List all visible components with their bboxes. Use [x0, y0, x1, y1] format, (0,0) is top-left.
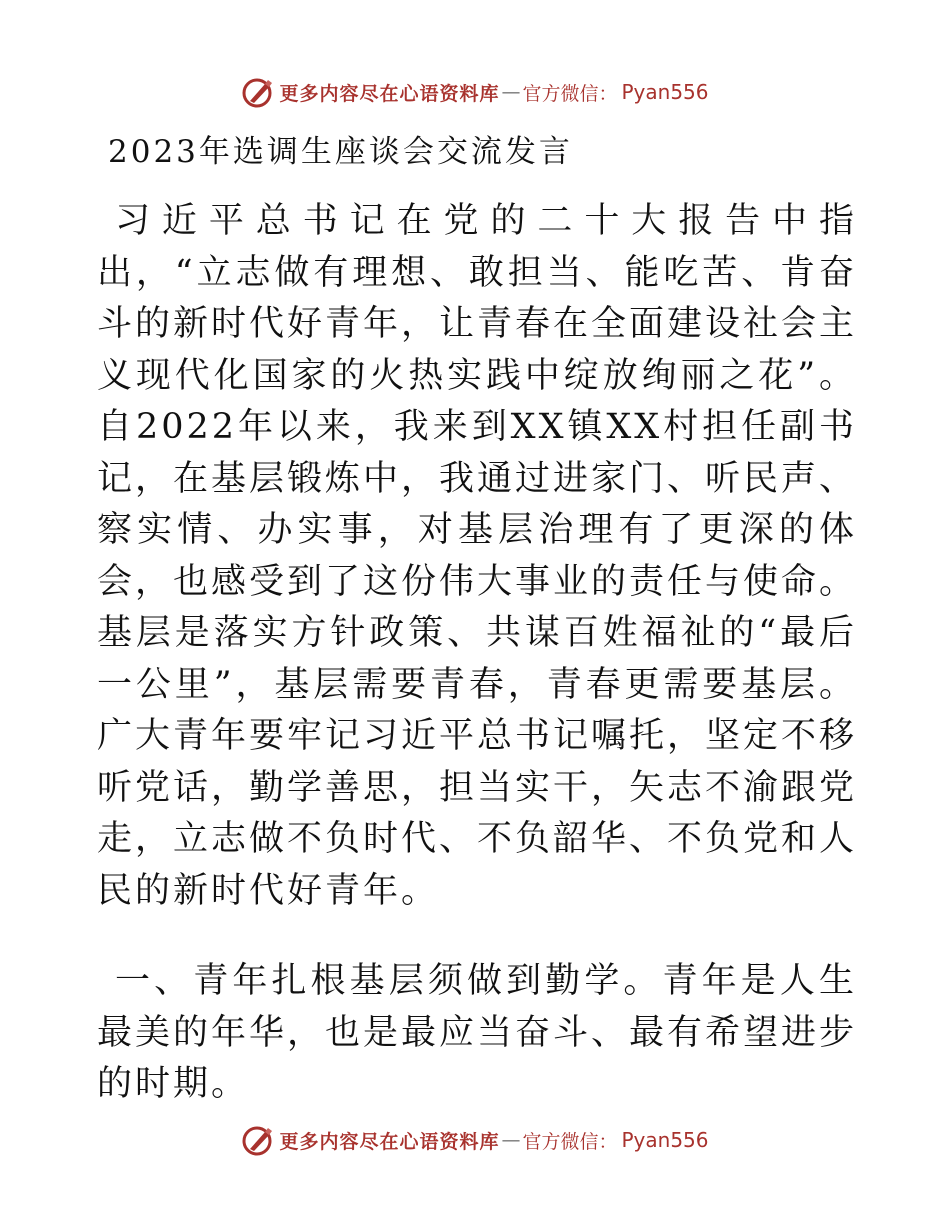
watermark-wechat-label: 官方微信： [522, 1130, 618, 1153]
watermark-wechat-id: Pyan556 [621, 1128, 709, 1152]
watermark-separator: — [501, 1129, 521, 1151]
watermark-site-text: 更多内容尽在心语资料库 [279, 82, 500, 105]
header-watermark [0, 72, 950, 112]
body-paragraph-section-one: 一、青年扎根基层须做到勤学。青年是人生最美的年华，也是最应当奋斗、最有希望进步的时期。 [97, 961, 858, 1104]
watermark-separator: — [501, 81, 521, 103]
document-title: 2023年选调生座谈会交流发言 [108, 134, 573, 170]
watermark-wechat-label: 官方微信： [522, 82, 618, 105]
pen-logo-icon [241, 75, 275, 109]
footer-watermark [0, 1120, 950, 1160]
pen-logo-icon [241, 1123, 275, 1157]
body-paragraph-intro: 习近平总书记在党的二十大报告中指出，“立志做有理想、敢担当、能吃苦、肯奋斗的新时代好青年，让青春在全面建设社会主义现代化国家的火热实践中绽放绚丽之花”。自2022年以来，我来到XX镇XX村担任副书记，在基层锻炼中，我通过进家门、听民声、察实情、办实事，对基层治理有了更深的体会，也感受到了这份伟大事业的责任与使命。基层是落实方针政策、共谋百姓福祉的“最后一公里”，基层需要青春，青春更需要基层。广大青年要牢记习近平总书记嘱托，坚定不移听党话，勤学善思，担当实干，矢志不渝跟党走，立志做不负时代、不负韶华、不负党和人民的新时代好青年。 [97, 201, 858, 911]
watermark-site-text: 更多内容尽在心语资料库 [279, 1130, 500, 1153]
watermark-wechat-id: Pyan556 [621, 80, 709, 104]
